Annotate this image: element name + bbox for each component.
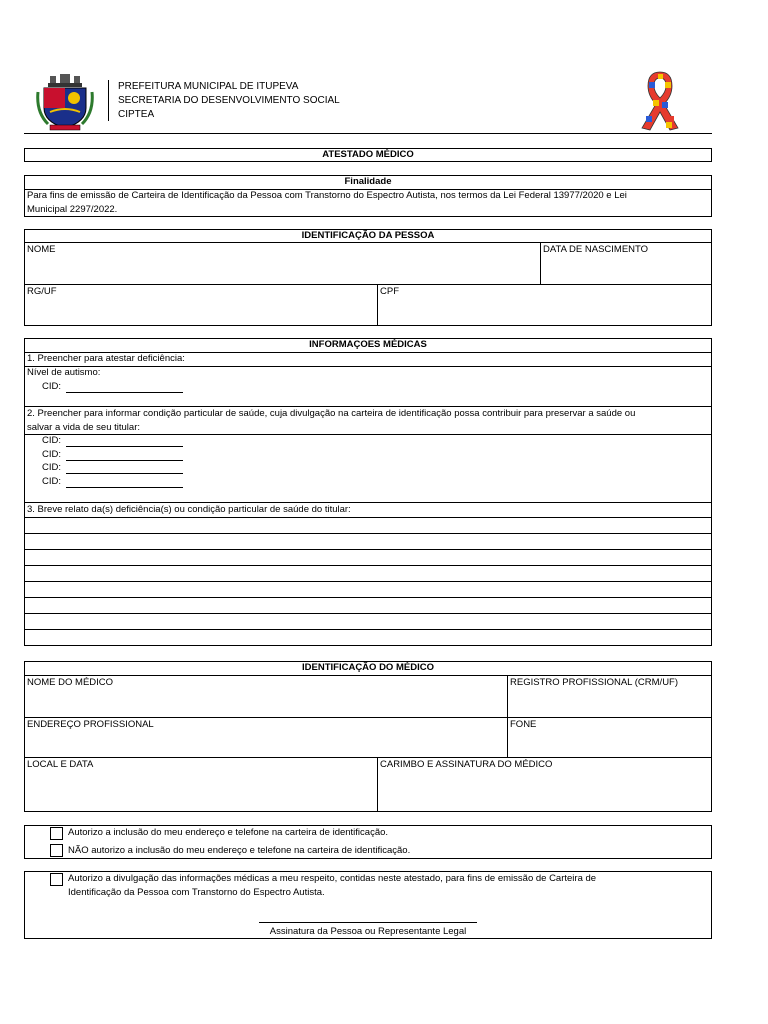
writing-line[interactable] — [25, 581, 711, 582]
rg-uf-label: RG/UF — [27, 286, 57, 297]
nome-label: NOME — [27, 244, 56, 255]
carimbo-field[interactable] — [378, 758, 711, 811]
signature-line[interactable] — [259, 922, 477, 923]
writing-line[interactable] — [25, 629, 711, 630]
rg-uf-field[interactable] — [25, 285, 377, 325]
autorizacao-divulgacao-section — [24, 871, 712, 939]
writing-line[interactable] — [25, 517, 711, 518]
divulgacao-line-1: Autorizo a divulgação das informações médicas a meu respeito, contidas neste atestado, para fins de emissão de Carteira de — [68, 873, 597, 884]
header-rule — [24, 133, 712, 134]
informacoes-medicas-title: INFORMAÇOES MÉDICAS — [25, 339, 711, 353]
data-nascimento-label: DATA DE NASCIMENTO — [543, 244, 649, 255]
finalidade-text-line-1: Para fins de emissão de Carteira de Identificação da Pessoa com Transtorno do Espectro Autista, nos termos da Lei Federal 13977/2020 e Lei — [27, 190, 627, 201]
cid-label: CID: — [42, 462, 61, 473]
data-nascimento-field[interactable] — [541, 243, 711, 284]
header-line-1: PREFEITURA MUNICIPAL DE ITUPEVA — [118, 81, 299, 92]
header-line-2: SECRETARIA DO DESENVOLVIMENTO SOCIAL — [118, 95, 340, 106]
informacoes-medicas-section — [24, 338, 712, 646]
nao-autorizo-label: NÃO autorizo a inclusão do meu endereço e telefone na carteira de identificação. — [68, 845, 411, 856]
row-divider — [25, 366, 711, 367]
autorizo-label: Autorizo a inclusão do meu endereço e telefone na carteira de identificação. — [68, 827, 389, 838]
writing-line[interactable] — [25, 565, 711, 566]
signature-label: Assinatura da Pessoa ou Representante Legal — [269, 926, 467, 937]
header-line-3: CIPTEA — [118, 109, 155, 120]
identificacao-pessoa-section — [24, 229, 712, 326]
row-divider — [25, 406, 711, 407]
row-divider — [25, 434, 711, 435]
carimbo-label: CARIMBO E ASSINATURA DO MÉDICO — [380, 759, 553, 770]
writing-line[interactable] — [25, 597, 711, 598]
nivel-autismo-label: Nível de autismo: — [27, 367, 101, 378]
autorizacao-endereco-section — [24, 825, 712, 859]
endereco-field[interactable] — [25, 718, 507, 757]
cpf-label: CPF — [380, 286, 399, 297]
identificacao-medico-title: IDENTIFICAÇÃO DO MÉDICO — [25, 662, 711, 676]
writing-line[interactable] — [25, 533, 711, 534]
divulgacao-line-2: Identificação da Pessoa com Transtorno do Espectro Autista. — [68, 887, 325, 898]
cid-label: CID: — [42, 476, 61, 487]
header-text — [118, 80, 340, 122]
finalidade-title: Finalidade — [25, 176, 711, 190]
endereco-label: ENDEREÇO PROFISSIONAL — [27, 719, 154, 730]
cid-label: CID: — [42, 381, 61, 392]
writing-line[interactable] — [25, 613, 711, 614]
document-title-box — [24, 148, 712, 162]
item2-line-1: 2. Preencher para informar condição particular de saúde, cuja divulgação na carteira de identificação possa contribuir para preservar a saúde ou — [27, 408, 636, 419]
nao-autorizo-checkbox[interactable] — [50, 844, 63, 857]
item2-line-2: salvar a vida de seu titular: — [27, 422, 141, 433]
registro-label: REGISTRO PROFISSIONAL (CRM/UF) — [510, 677, 679, 688]
item1-label: 1. Preencher para atestar deficiência: — [27, 353, 185, 364]
row-divider — [25, 502, 711, 503]
nome-field[interactable] — [25, 243, 540, 284]
item3-label: 3. Breve relato da(s) deficiência(s) ou condição particular de saúde do titular: — [27, 504, 351, 515]
identificacao-pessoa-title: IDENTIFICAÇÃO DA PESSOA — [25, 230, 711, 243]
fone-label: FONE — [510, 719, 537, 730]
fone-field[interactable] — [508, 718, 711, 757]
finalidade-text-line-2: Municipal 2297/2022. — [27, 204, 118, 215]
cid-label: CID: — [42, 449, 61, 460]
identificacao-medico-section — [24, 661, 712, 812]
local-data-field[interactable] — [25, 758, 377, 811]
autorizo-checkbox[interactable] — [50, 827, 63, 840]
nome-medico-label: NOME DO MÉDICO — [27, 677, 114, 688]
cid-label: CID: — [42, 435, 61, 446]
registro-field[interactable] — [508, 676, 711, 717]
header-divider — [108, 80, 109, 121]
coat-of-arms-icon — [36, 72, 94, 132]
writing-line[interactable] — [25, 549, 711, 550]
local-data-label: LOCAL E DATA — [27, 759, 94, 770]
document-title: ATESTADO MÉDICO — [322, 149, 414, 160]
cpf-field[interactable] — [378, 285, 711, 325]
finalidade-section — [24, 175, 712, 217]
autism-ribbon-icon — [636, 68, 684, 132]
nome-medico-field[interactable] — [25, 676, 507, 717]
divulgacao-checkbox[interactable] — [50, 873, 63, 886]
